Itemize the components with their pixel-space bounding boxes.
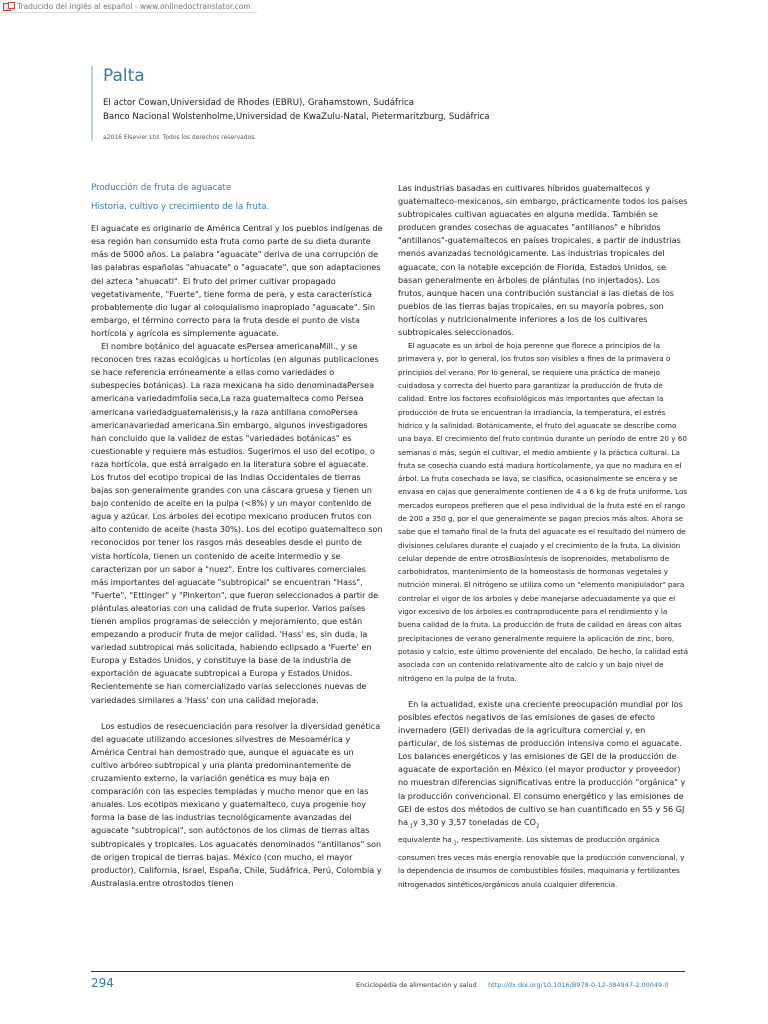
paragraph: Los estudios de resecuenciación para resolver la diversidad genética del aguacate utilizando accesiones silvestres de Mesoamérica y América Central han demostrado que, aunque el aguacate es un cultivo arbóreo subtropical y una planta predominantemente de cruzamiento externo, la variación genética es muy baja en comparación con las especies templadas y mucho menor que en las anuales. Los ecotipos mexicano y guatemalteco, cuya progenie hoy forma la base de las industrias tecnológicamente avanzadas del aguacate "subtropical", son autóctonos de los climas de tierras altas subtropicales y tropicales. Los aguacates denominados "antillanos" son de origen tropical de tierras bajas. México (con mucho, el mayor productor), California, Israel, España, Chile, Sudáfrica, Perú, Colombia y Australasia.entre otrostodos tienen <box>91 720 382 888</box>
text-run: En la actualidad, existe una creciente preocupación mundial por los posibles efectos negativos de las emisiones de gases de efecto invernadero (GEI) derivadas de la agricultura comercial y, en particular, de los sistemas de producción intensiva como el aguacate. Los balances energéticos y las emisiones de GEI de la producción de aguacate de exportación en México (el mayor productor y proveedor) no muestran diferencias significativas entre la producción "orgánica" y la producción convencional. El consumo energético y las emisiones de GEI de estos dos métodos de cultivo se han cuantificado en 55 y 56 GJ ha <box>398 698 686 827</box>
article-header <box>91 66 703 141</box>
text-run: , respectivamente. Los sistemas de producción orgánica consumen tres veces más energía renovable que la producción convencional, y la dependencia de insumos de combustibles fósiles, maquinaria y fertilizantes nitrogenados sintéticos/orgánicos anula cualquier diferencia. <box>398 835 685 889</box>
paragraph <box>398 833 688 891</box>
superscript: -1 <box>451 840 457 847</box>
subscript: 2 <box>536 823 540 830</box>
paragraph: Las industrias basadas en cultivares híbridos guatemaltecos y guatemalteco-mexicanos, sin embargo, prácticamente todos los países subtropicales cultivan aguacates en alguna medida. También se producen grandes cosechas de aguacates "antillanos" e híbridos "antillanos"-guatemaltecos en países tropicales, a partir de industrias menos avanzadas tecnológicamente. Las industrias tropicales del aguacate, con la notable excepción de Florida, Estados Unidos, se basan generalmente en árboles de plántulas (no injertados). Los frutos, aunque hacen una contribución sustancial a las dietas de los pueblos de las tierras bajas tropicales, en su mayoría pobres, son hortícolas y nutricionalmente inferiores a los de los cultivares subtropicales seleccionados. <box>398 183 688 338</box>
left-column <box>91 182 383 890</box>
journal-name: Enciclopedia de alimentación y salud <box>356 981 477 989</box>
superscript: -1 <box>408 823 414 830</box>
section-heading: Producción de fruta de aguacate <box>91 183 232 193</box>
paragraph <box>398 698 688 834</box>
text-run: equivalente ha <box>398 835 452 845</box>
banner-text[interactable]: Traducido del inglés al español - www.onlinedoctranslator.com <box>17 1 251 11</box>
article-title: Palta <box>103 66 145 86</box>
author-line: El actor Cowan,Universidad de Rhodes (EBRU), Grahamstown, Sudáfrica <box>103 98 414 108</box>
page-footer <box>91 971 685 992</box>
page-number: 294 <box>91 976 114 990</box>
right-column <box>398 182 688 891</box>
paragraph: El nombre botánico del aguacate esPersea americanaMill., y se reconocen tres razas ecológicas u hortícolas (en algunas publicaciones se hace referencia erróneamente a ellas como variedades o subespecies botánicas). La raza mexicana ha sido denominadaPersea americana variedadmfolia seca,La raza guatemalteca como Persea americana variedadguatemalensis,y la raza antillana comoPersea americanavariedad americana.Sin embargo, algunos investigadores han concluido que la validez de estas "variedades botánicas" es cuestionable y requiere más estudios. Sugerimos el uso del ecotipo, o raza hortícola, que está arraigado en la literatura sobre el aguacate. Los frutos del ecotipo tropical de las Indias Occidentales de tierras bajas son generalmente grandes con una cáscara gruesa y tienen un bajo contenido de aceite en la pulpa (<8%) y un mayor contenido de agua y azúcar. Los árboles del ecotipo mexicano producen frutos con alto contenido de aceite (hasta 30%). Los del ecotipo guatemalteco son reconocidos por tener los rasgos más deseables desde el punto de vista hortícola, tienen un contenido de aceite intermedio y se caracterizan por un sabor a "nuez". Entre los cultivares comerciales más importantes del aguacate "subtropical" se encuentran "Hass", "Fuerte", "Ettinger" y "Pinkerton", que fueron seleccionados a partir de plántulas aleatorias con una calidad de fruta superior. Varios países tienen amplios programas de selección y mejoramiento, que están empezando a producir fruta de mejor calidad. 'Hass' es, sin duda, la variedad subtropical más solicitada, habiendo eclipsado a 'Fuerte' en Europa y Estados Unidos, y constituye la base de la industria de exportación de aguacate subtropical a Europa y Estados Unidos. Recientemente se han comercializado varias selecciones nuevas de variedades similares a 'Hass' con una calidad mejorada. <box>91 341 383 705</box>
paragraph: El aguacate es originario de América Central y los pueblos indígenas de esa región han consumido esta fruta como parte de su dieta durante más de 5000 años. La palabra "aguacate" deriva de una corrupción de las palabras españolas "ahuacate" o "aguacate", que son adaptaciones del azteca "ahuacatl". El fruto del primer cultivar propagado vegetativamente, "Fuerte", tiene forma de pera, y esta característica probablemente dio lugar al coloquialismo inapropiado "aguacate". Sin embargo, el término correcto para la fruta desde el punto de vista hortícola y agrícola es simplemente aguacate. <box>91 223 383 338</box>
text-run: y 3,30 y 3,57 toneladas de CO <box>413 816 537 827</box>
copyright-notice: a2016 Elsevier Ltd. Todos los derechos reservados. <box>103 134 257 141</box>
doi-link[interactable]: http://dx.doi.org/10.1016/B978-0-12-384947-2.00049-0 <box>488 981 669 989</box>
translator-banner[interactable] <box>0 0 257 13</box>
translate-icon <box>3 2 15 10</box>
author-line: Banco Nacional Wolstenholme,Universidad de KwaZulu-Natal, Pietermaritzburg, Sudáfrica <box>103 112 490 122</box>
paragraph: El aguacate es un árbol de hoja perenne que florece a principios de la primavera y, por lo general, los frutos son visibles a fines de la primavera o principios del verano. Por lo general, se requiere una práctica de manejo cuidadosa y correcta del huerto para garantizar la producción de fruta de calidad. Entre los factores ecofisiológicos más importantes que afectan la producción de fruta se encuentran la irradiancia, la temperatura, el estrés hídrico y la salinidad. Botánicamente, el fruto del aguacate se describe como una baya. El crecimiento del fruto continúa durante un período de entre 20 y 60 semanas o más, según el cultivar, el medio ambiente y la práctica cultural. La fruta se cosecha cuando está madura hortícolamente, ya que no madura en el árbol. La fruta cosechada se lava, se clasifica, ocasionalmente se encera y se envasa en cajas que generalmente contienen de 4 a 6 kg de fruta uniforme. Los mercados europeos prefieren que el peso individual de la fruta esté en el rango de 200 a 350 g, por el que generalmente se pagan precios más altos. Ahora se sabe que el tamaño final de la fruta del aguacate es el resultado del número de divisiones celulares durante el cuajado y el crecimiento de la fruta. La división celular depende de entre otrosBiosíntesis de isoprenoides, metabolismo de carbohidratos, mantenimiento de la homeostasis de hormonas vegetales y nutrición mineral. El nitrógeno se utiliza como un "elemento manipulador" para controlar el vigor de los árboles y debe manejarse adecuadamente ya que el vigor excesivo de los árboles es contraproducente para el rendimiento y la buena calidad de la fruta. La producción de fruta de calidad en áreas con altas precipitaciones de verano generalmente requiere la aplicación de zinc, boro, potasio y calcio, este último proveniente del encalado. De hecho, la calidad está asociada con un contenido relativamente alto de calcio y un bajo nivel de nitrógeno en la pulpa de la fruta. <box>398 341 688 683</box>
subsection-heading: Historia, cultivo y crecimiento de la fruta. <box>91 202 270 213</box>
